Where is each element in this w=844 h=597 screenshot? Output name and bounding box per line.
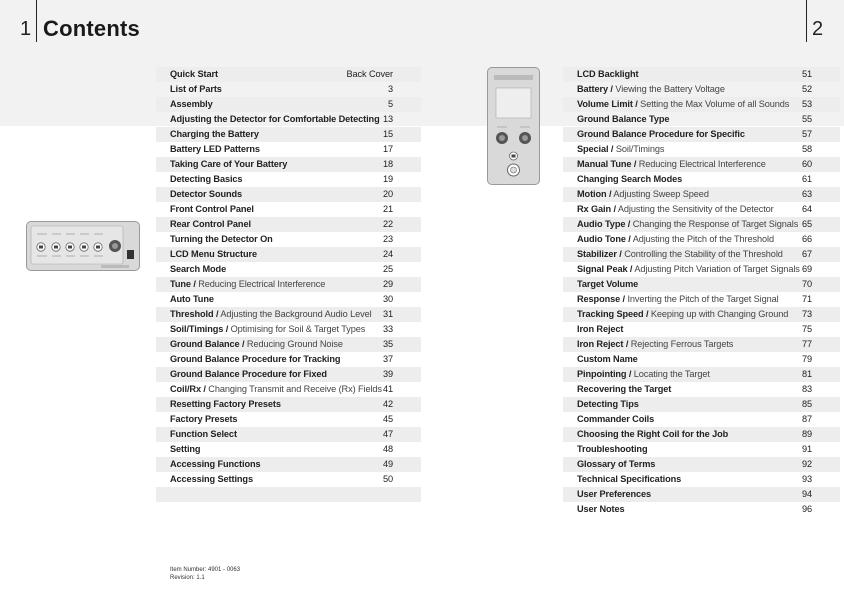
toc-entry-page: 23 bbox=[382, 234, 393, 244]
toc-entry-page: 81 bbox=[801, 369, 812, 379]
toc-entry[interactable] bbox=[156, 337, 421, 352]
toc-entry-subtitle: Setting the Max Volume of all Sounds bbox=[637, 99, 790, 109]
toc-entry[interactable] bbox=[563, 97, 840, 112]
toc-entry-page: 63 bbox=[801, 189, 812, 199]
toc-entry-subtitle: Rejecting Ferrous Targets bbox=[628, 339, 734, 349]
toc-entry-title: Accessing Settings bbox=[170, 474, 253, 484]
toc-entry[interactable] bbox=[156, 202, 421, 217]
toc-entry-title: Taking Care of Your Battery bbox=[170, 159, 288, 169]
toc-entry-title: Function Select bbox=[170, 429, 237, 439]
toc-entry-page: 64 bbox=[801, 204, 812, 214]
toc-entry-page: 13 bbox=[382, 114, 393, 124]
toc-entry-page: 58 bbox=[801, 144, 812, 154]
toc-entry-title: Tune / bbox=[170, 279, 196, 289]
toc-entry[interactable] bbox=[156, 457, 421, 472]
toc-entry-subtitle: Soil/Timings bbox=[613, 144, 665, 154]
toc-entry-title: Soil/Timings / bbox=[170, 324, 229, 334]
toc-entry-page: 48 bbox=[382, 444, 393, 454]
toc-entry[interactable] bbox=[156, 472, 421, 487]
toc-entry[interactable] bbox=[563, 217, 840, 232]
toc-entry-title: Detecting Tips bbox=[577, 399, 639, 409]
toc-entry-page: 75 bbox=[801, 324, 812, 334]
toc-entry-title: Turning the Detector On bbox=[170, 234, 273, 244]
toc-entry-page: 92 bbox=[801, 459, 812, 469]
toc-entry-page: 94 bbox=[801, 489, 812, 499]
toc-entry-page: 51 bbox=[801, 69, 812, 79]
toc-entry[interactable] bbox=[563, 172, 840, 187]
toc-entry-title: Response / bbox=[577, 294, 626, 304]
toc-entry-page: 77 bbox=[801, 339, 812, 349]
toc-entry[interactable] bbox=[563, 82, 840, 97]
toc-entry-title: Iron Reject / bbox=[577, 339, 629, 349]
toc-entry[interactable] bbox=[563, 442, 840, 457]
toc-entry-title: LCD Backlight bbox=[577, 69, 639, 79]
toc-entry-page: 87 bbox=[801, 414, 812, 424]
toc-entry[interactable] bbox=[156, 397, 421, 412]
toc-entry-page: 79 bbox=[801, 354, 812, 364]
toc-entry-title: LCD Menu Structure bbox=[170, 249, 258, 259]
toc-entry-title: Ground Balance Type bbox=[577, 114, 670, 124]
left-page-number: 1 bbox=[20, 18, 32, 40]
control-panel-icon bbox=[27, 222, 139, 270]
toc-entry-page: 41 bbox=[382, 384, 393, 394]
toc-entry-page: Back Cover bbox=[346, 69, 393, 79]
toc-entry-subtitle: Adjusting the Sensitivity of the Detector bbox=[615, 204, 774, 214]
toc-entry-title: Technical Specifications bbox=[577, 474, 682, 484]
toc-entry-title: Threshold / bbox=[170, 309, 219, 319]
toc-entry-title: Accessing Functions bbox=[170, 459, 261, 469]
toc-entry-title: Battery / bbox=[577, 84, 613, 94]
toc-entry-title: Detector Sounds bbox=[170, 189, 243, 199]
toc-entry[interactable] bbox=[563, 112, 840, 127]
toc-entry[interactable] bbox=[156, 82, 421, 97]
toc-entry[interactable] bbox=[156, 67, 421, 82]
toc-entry-page: 96 bbox=[801, 504, 812, 514]
toc-entry[interactable] bbox=[156, 112, 421, 127]
toc-entry[interactable] bbox=[156, 172, 421, 187]
toc-entry-title: Rx Gain / bbox=[577, 204, 616, 214]
toc-entry-page: 70 bbox=[801, 279, 812, 289]
footer-info bbox=[170, 566, 240, 582]
toc-entry[interactable] bbox=[156, 307, 421, 322]
page-title: Contents bbox=[43, 16, 140, 41]
toc-entry-page: 5 bbox=[387, 99, 393, 109]
revision: Revision: 1.1 bbox=[170, 575, 205, 581]
toc-entry-subtitle: Adjusting Sweep Speed bbox=[611, 189, 709, 199]
right-page-number: 2 bbox=[812, 18, 824, 40]
toc-entry[interactable] bbox=[156, 217, 421, 232]
toc-entry[interactable] bbox=[156, 412, 421, 427]
toc-entry-title: Assembly bbox=[170, 99, 213, 109]
toc-entry-title: Auto Tune bbox=[170, 294, 214, 304]
toc-entry[interactable] bbox=[563, 352, 840, 367]
toc-entry-page: 83 bbox=[801, 384, 812, 394]
toc-entry-title: Target Volume bbox=[577, 279, 639, 289]
toc-entry[interactable] bbox=[563, 487, 840, 502]
toc-entry[interactable] bbox=[563, 277, 840, 292]
toc-entry-page: 37 bbox=[382, 354, 393, 364]
toc-entry[interactable] bbox=[563, 202, 840, 217]
toc-entry-page: 85 bbox=[801, 399, 812, 409]
toc-entry-page: 52 bbox=[801, 84, 812, 94]
toc-entry-page: 60 bbox=[801, 159, 812, 169]
toc-entry-page: 67 bbox=[801, 249, 812, 259]
toc-entry[interactable] bbox=[563, 292, 840, 307]
toc-entry-title: Coil/Rx / bbox=[170, 384, 206, 394]
toc-entry[interactable] bbox=[563, 142, 840, 157]
toc-entry-title: Changing Search Modes bbox=[577, 174, 683, 184]
toc-entry-title: Audio Tone / bbox=[577, 234, 631, 244]
toc-entry[interactable] bbox=[563, 307, 840, 322]
toc-entry-title: Factory Presets bbox=[170, 414, 238, 424]
toc-entry-page: 18 bbox=[382, 159, 393, 169]
toc-entry-title: Ground Balance / bbox=[170, 339, 245, 349]
toc-entry[interactable] bbox=[563, 247, 840, 262]
toc-entry-title: Signal Peak / bbox=[577, 264, 633, 274]
toc-entry-subtitle: Reducing Electrical Interference bbox=[636, 159, 766, 169]
toc-entry-page: 71 bbox=[801, 294, 812, 304]
toc-entry-title: Rear Control Panel bbox=[170, 219, 251, 229]
toc-entry-subtitle: Adjusting the Pitch of the Threshold bbox=[630, 234, 774, 244]
toc-entry-page: 49 bbox=[382, 459, 393, 469]
toc-entry-page: 20 bbox=[382, 189, 393, 199]
toc-entry-subtitle: Optimising for Soil & Target Types bbox=[228, 324, 366, 334]
toc-entry-title: Ground Balance Procedure for Specific bbox=[577, 129, 745, 139]
front-control-panel-illustration bbox=[26, 221, 140, 271]
toc-entry-subtitle: Adjusting Pitch Variation of Target Signals bbox=[632, 264, 800, 274]
toc-entry[interactable] bbox=[563, 232, 840, 247]
toc-entry-title: Volume Limit / bbox=[577, 99, 638, 109]
toc-entry-page: 24 bbox=[382, 249, 393, 259]
toc-entry-page: 91 bbox=[801, 444, 812, 454]
toc-entry-title: Quick Start bbox=[170, 69, 218, 79]
toc-entry[interactable] bbox=[563, 322, 840, 337]
toc-entry[interactable] bbox=[156, 367, 421, 382]
toc-entry-title: Choosing the Right Coil for the Job bbox=[577, 429, 729, 439]
rear-panel-icon bbox=[488, 68, 539, 184]
toc-entry-page: 30 bbox=[382, 294, 393, 304]
toc-entry-subtitle: Reducing Electrical Interference bbox=[195, 279, 326, 289]
toc-entry-title: Motion / bbox=[577, 189, 612, 199]
toc-entry-page: 55 bbox=[801, 114, 812, 124]
toc-entry-page: 47 bbox=[382, 429, 393, 439]
toc-entry[interactable] bbox=[156, 157, 421, 172]
toc-entry[interactable] bbox=[156, 247, 421, 262]
toc-entry-page: 21 bbox=[382, 204, 393, 214]
toc-entry-page: 39 bbox=[382, 369, 393, 379]
toc-entry-title: Manual Tune / bbox=[577, 159, 637, 169]
toc-entry-title: Resetting Factory Presets bbox=[170, 399, 281, 409]
toc-entry-page: 3 bbox=[387, 84, 393, 94]
toc-entry[interactable] bbox=[563, 67, 840, 82]
toc-entry-title: Iron Reject bbox=[577, 324, 624, 334]
toc-entry-page: 29 bbox=[382, 279, 393, 289]
toc-entry-page: 73 bbox=[801, 309, 812, 319]
toc-entry-page: 93 bbox=[801, 474, 812, 484]
toc-entry[interactable] bbox=[156, 442, 421, 457]
toc-entry-page: 17 bbox=[382, 144, 393, 154]
toc-entry-page: 19 bbox=[382, 174, 393, 184]
toc-entry-page: 66 bbox=[801, 234, 812, 244]
toc-entry-title: Glossary of Terms bbox=[577, 459, 656, 469]
toc-entry-page: 35 bbox=[382, 339, 393, 349]
toc-entry-page: 31 bbox=[382, 309, 393, 319]
toc-entry[interactable] bbox=[563, 157, 840, 172]
toc-entry-title: Ground Balance Procedure for Fixed bbox=[170, 369, 327, 379]
toc-entry[interactable] bbox=[563, 262, 840, 277]
toc-entry-subtitle: Reducing Ground Noise bbox=[244, 339, 343, 349]
toc-entry-subtitle: Controlling the Stability of the Threshold bbox=[621, 249, 783, 259]
toc-entry[interactable] bbox=[156, 232, 421, 247]
toc-entry[interactable] bbox=[563, 337, 840, 352]
toc-entry-subtitle: Changing Transmit and Receive (Rx) Fields bbox=[205, 384, 382, 394]
toc-entry-title: Commander Coils bbox=[577, 414, 655, 424]
toc-entry-title: Detecting Basics bbox=[170, 174, 243, 184]
toc-entry-page: 45 bbox=[382, 414, 393, 424]
toc-entry[interactable] bbox=[156, 142, 421, 157]
toc-entry-page: 57 bbox=[801, 129, 812, 139]
toc-entry[interactable] bbox=[156, 487, 421, 502]
toc-entry-title: Special / bbox=[577, 144, 614, 154]
toc-entry[interactable] bbox=[563, 427, 840, 442]
item-number: Item Number: 4901 - 0063 bbox=[170, 567, 241, 573]
toc-entry-title: Adjusting the Detector for Comfortable Detecting bbox=[170, 114, 380, 124]
toc-entry-title: Troubleshooting bbox=[577, 444, 648, 454]
toc-entry-page: 53 bbox=[801, 99, 812, 109]
toc-entry-page: 89 bbox=[801, 429, 812, 439]
toc-entry-title: Audio Type / bbox=[577, 219, 631, 229]
toc-entry[interactable] bbox=[563, 397, 840, 412]
toc-entry-subtitle: Changing the Response of Target Signals bbox=[630, 219, 799, 229]
toc-right-column bbox=[563, 67, 840, 517]
toc-entry-subtitle: Locating the Target bbox=[631, 369, 710, 379]
toc-entry[interactable] bbox=[156, 187, 421, 202]
toc-entry-page: 42 bbox=[382, 399, 393, 409]
toc-entry-title: Custom Name bbox=[577, 354, 638, 364]
toc-entry-title: Search Mode bbox=[170, 264, 227, 274]
toc-entry-page: 65 bbox=[801, 219, 812, 229]
toc-entry-page: 50 bbox=[382, 474, 393, 484]
toc-entry[interactable] bbox=[563, 367, 840, 382]
toc-entry-subtitle: Adjusting the Background Audio Level bbox=[218, 309, 372, 319]
toc-entry-title: Pinpointing / bbox=[577, 369, 632, 379]
toc-left-column bbox=[156, 67, 421, 502]
toc-entry-subtitle: Viewing the Battery Voltage bbox=[612, 84, 725, 94]
toc-entry-title: Stabilizer / bbox=[577, 249, 622, 259]
toc-entry[interactable] bbox=[156, 427, 421, 442]
toc-entry-subtitle: Inverting the Pitch of the Target Signal bbox=[625, 294, 779, 304]
right-margin-rule bbox=[806, 0, 807, 42]
toc-entry[interactable] bbox=[156, 262, 421, 277]
toc-entry[interactable] bbox=[563, 472, 840, 487]
toc-entry[interactable] bbox=[156, 352, 421, 367]
left-margin-rule bbox=[36, 0, 37, 42]
toc-entry[interactable] bbox=[156, 277, 421, 292]
toc-entry[interactable] bbox=[156, 382, 421, 397]
toc-entry[interactable] bbox=[156, 127, 421, 142]
toc-entry-page: 69 bbox=[801, 264, 812, 274]
toc-entry[interactable] bbox=[563, 457, 840, 472]
toc-entry-title: Recovering the Target bbox=[577, 384, 672, 394]
toc-entry-title: Ground Balance Procedure for Tracking bbox=[170, 354, 341, 364]
toc-entry-title: Charging the Battery bbox=[170, 129, 259, 139]
toc-entry-page: 33 bbox=[382, 324, 393, 334]
toc-entry-page: 15 bbox=[382, 129, 393, 139]
toc-entry[interactable] bbox=[563, 382, 840, 397]
toc-entry-page: 25 bbox=[382, 264, 393, 274]
toc-entry[interactable] bbox=[563, 502, 840, 517]
toc-entry-title: Tracking Speed / bbox=[577, 309, 649, 319]
toc-entry[interactable] bbox=[156, 292, 421, 307]
toc-entry[interactable] bbox=[563, 187, 840, 202]
toc-entry-title: User Preferences bbox=[577, 489, 651, 499]
toc-entry[interactable] bbox=[563, 412, 840, 427]
toc-entry-title: Battery LED Patterns bbox=[170, 144, 260, 154]
toc-entry[interactable] bbox=[156, 322, 421, 337]
toc-entry-subtitle: Keeping up with Changing Ground bbox=[648, 309, 789, 319]
toc-entry-page: 22 bbox=[382, 219, 393, 229]
rear-control-panel-illustration bbox=[487, 67, 540, 185]
toc-entry-title: User Notes bbox=[577, 504, 625, 514]
toc-entry-title: List of Parts bbox=[170, 84, 222, 94]
toc-entry[interactable] bbox=[563, 127, 840, 142]
toc-entry[interactable] bbox=[156, 97, 421, 112]
toc-entry-title: Front Control Panel bbox=[170, 204, 254, 214]
toc-entry-page: 61 bbox=[801, 174, 812, 184]
toc-entry-title: Setting bbox=[170, 444, 201, 454]
